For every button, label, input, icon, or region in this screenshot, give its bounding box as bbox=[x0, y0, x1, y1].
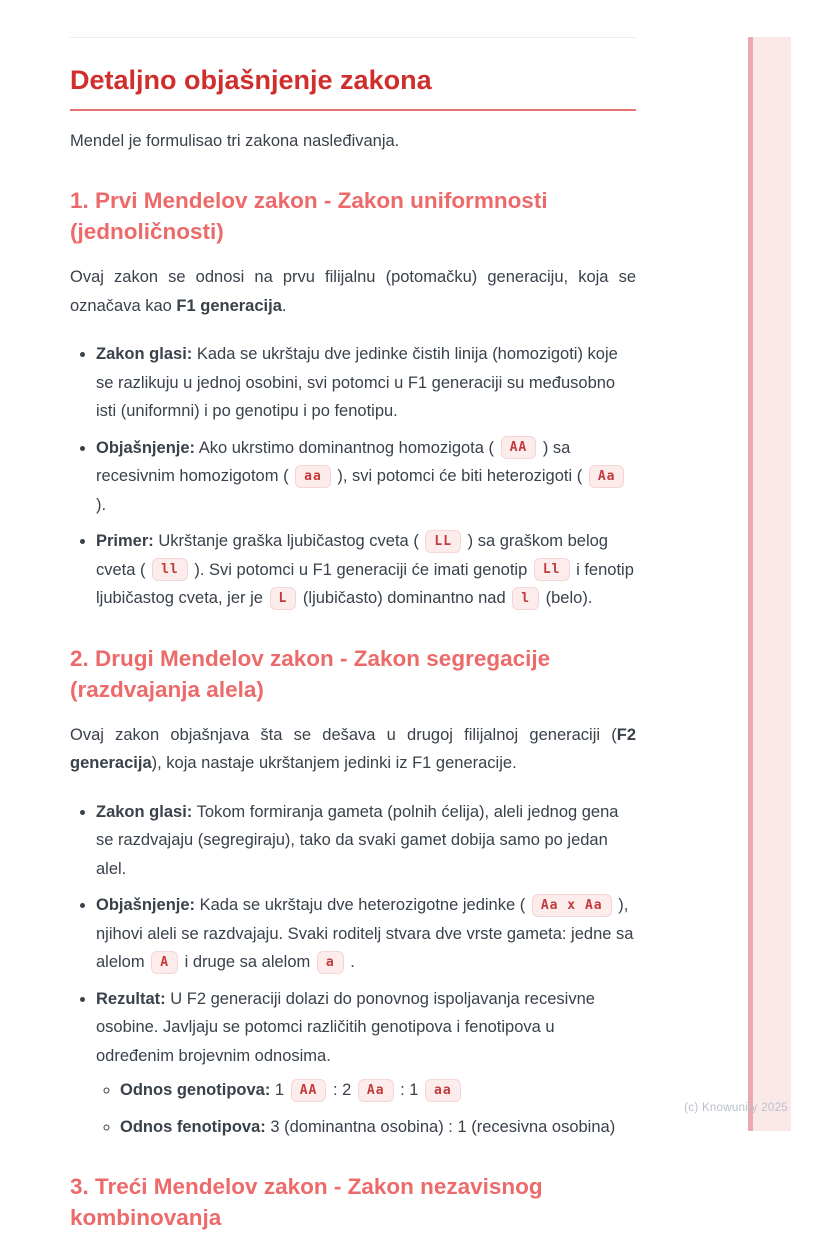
genotype-badge: ll bbox=[152, 558, 188, 581]
list-item bbox=[96, 891, 636, 977]
text-segment: ), svi potomci će biti heterozigoti ( bbox=[332, 467, 587, 485]
section-2-heading: 2. Drugi Mendelov zakon - Zakon segregacije (razdvajanja alela) bbox=[70, 645, 551, 702]
copyright: (c) Knowunity 2025 bbox=[684, 1102, 788, 1114]
text-segment: ). bbox=[96, 495, 107, 514]
bold-label: Zakon glasi: bbox=[96, 345, 193, 363]
section-2-paragraph bbox=[70, 721, 636, 778]
genotype-badge: AA bbox=[501, 436, 537, 459]
sub-list-item bbox=[120, 1113, 636, 1142]
text-segment: . bbox=[345, 953, 355, 971]
sub-bullet-list bbox=[96, 1076, 636, 1141]
intro-paragraph: Mendel je formulisao tri zakona nasleđivanja. bbox=[70, 132, 400, 150]
top-divider bbox=[70, 37, 636, 38]
genotype-badge: a bbox=[317, 951, 344, 974]
text-segment: (belo). bbox=[541, 589, 593, 607]
genotype-badge: aa bbox=[425, 1079, 461, 1102]
bold-label: F1 generacija bbox=[176, 296, 282, 315]
genotype-badge: LL bbox=[425, 530, 461, 553]
section-1-bullet-list bbox=[70, 340, 636, 613]
text-segment: ), koja nastaje ukrštanjem jedinki iz F1 generacije. bbox=[151, 754, 517, 772]
text-segment: : 1 bbox=[395, 1081, 424, 1099]
list-item bbox=[96, 340, 636, 426]
text-segment: U F2 generaciji dolazi do ponovnog ispoljavanja recesivne osobine. Javljaju se potomci različitih genotipova i fenotipova u određenim brojevnim odnosima. bbox=[96, 989, 595, 1065]
bold-label: Objašnjenje: bbox=[96, 896, 196, 914]
text-segment: ), njihovi aleli se razdvajaju. Svaki roditelj stvara dve vrste gameta: jedne sa alelom bbox=[96, 896, 634, 971]
text-segment: Ukrštanje graška ljubičastog cveta ( bbox=[153, 532, 424, 550]
text-segment: 1 bbox=[270, 1081, 289, 1099]
text-segment: 3 (dominantna osobina) : 1 (recesivna osobina) bbox=[265, 1117, 616, 1136]
genotype-badge: aa bbox=[295, 465, 331, 488]
text-segment: ). Svi potomci u F1 generaciji će imati genotip bbox=[189, 560, 532, 579]
genotype-badge: Aa x Aa bbox=[532, 894, 612, 917]
list-item bbox=[96, 527, 636, 613]
text-segment: ) sa graškom belog cveta ( bbox=[96, 532, 608, 579]
section-2-bullet-list bbox=[70, 798, 636, 1142]
text-segment: i druge sa alelom bbox=[180, 953, 315, 971]
genotype-badge: A bbox=[151, 951, 178, 974]
text-segment: : 2 bbox=[328, 1081, 356, 1099]
bold-label: Odnos fenotipova: bbox=[120, 1117, 266, 1136]
genotype-badge: AA bbox=[291, 1079, 327, 1102]
text-segment: Ovaj zakon se odnosi na prvu filijalnu (potomačku) generaciju, koja se označava kao bbox=[70, 268, 636, 315]
bold-label: Objašnjenje: bbox=[96, 438, 196, 457]
bold-label: Odnos genotipova: bbox=[120, 1081, 271, 1099]
text-segment: ) sa recesivnim homozigotom ( bbox=[96, 438, 571, 485]
text-segment: Kada se ukrštaju dve jedinke čistih linija (homozigoti) koje se razlikuju u jednoj osobini, svi potomci u F1 generaciji su međusobno isti (uniformni) i po genotipu i po fenotipu. bbox=[96, 345, 618, 420]
bold-label: Primer: bbox=[96, 532, 154, 550]
list-item bbox=[96, 985, 636, 1142]
genotype-badge: L bbox=[270, 587, 297, 610]
genotype-badge: Aa bbox=[589, 465, 625, 488]
text-segment: i fenotip ljubičastog cveta, jer je bbox=[96, 560, 634, 607]
sub-list-item bbox=[120, 1076, 636, 1105]
genotype-badge: Ll bbox=[534, 558, 570, 581]
text-segment: (ljubičasto) dominantno nad bbox=[298, 589, 511, 607]
text-segment: . bbox=[281, 296, 287, 315]
list-item bbox=[96, 434, 636, 520]
text-segment: Tokom formiranja gameta (polnih ćelija), aleli jednog gena se razdvajaju (segregiraju), tako da svaki gamet dobija samo po jedan alel. bbox=[96, 802, 619, 878]
page-edge-bar bbox=[748, 37, 791, 1131]
section-1-heading: 1. Prvi Mendelov zakon - Zakon uniformnosti (jednoličnosti) bbox=[70, 188, 548, 244]
bold-label: Zakon glasi: bbox=[96, 802, 193, 821]
bold-label: F2 generacija bbox=[70, 725, 636, 772]
list-item bbox=[96, 798, 636, 884]
page-title: Detaljno objašnjenje zakona bbox=[70, 64, 636, 111]
bold-label: Rezultat: bbox=[96, 989, 166, 1008]
genotype-badge: l bbox=[512, 587, 539, 610]
document-content bbox=[70, 0, 636, 1233]
section-3-heading: 3. Treći Mendelov zakon - Zakon nezavisnog kombinovanja bbox=[70, 1174, 543, 1230]
genotype-badge: Aa bbox=[358, 1079, 394, 1102]
text-segment: Kada se ukrštaju dve heterozigotne jedinke ( bbox=[195, 896, 530, 914]
section-1-paragraph bbox=[70, 263, 636, 320]
text-segment: Ovaj zakon objašnjava šta se dešava u drugoj filijalnoj generaciji ( bbox=[70, 725, 617, 744]
text-segment: Ako ukrstimo dominantnog homozigota ( bbox=[195, 438, 499, 457]
